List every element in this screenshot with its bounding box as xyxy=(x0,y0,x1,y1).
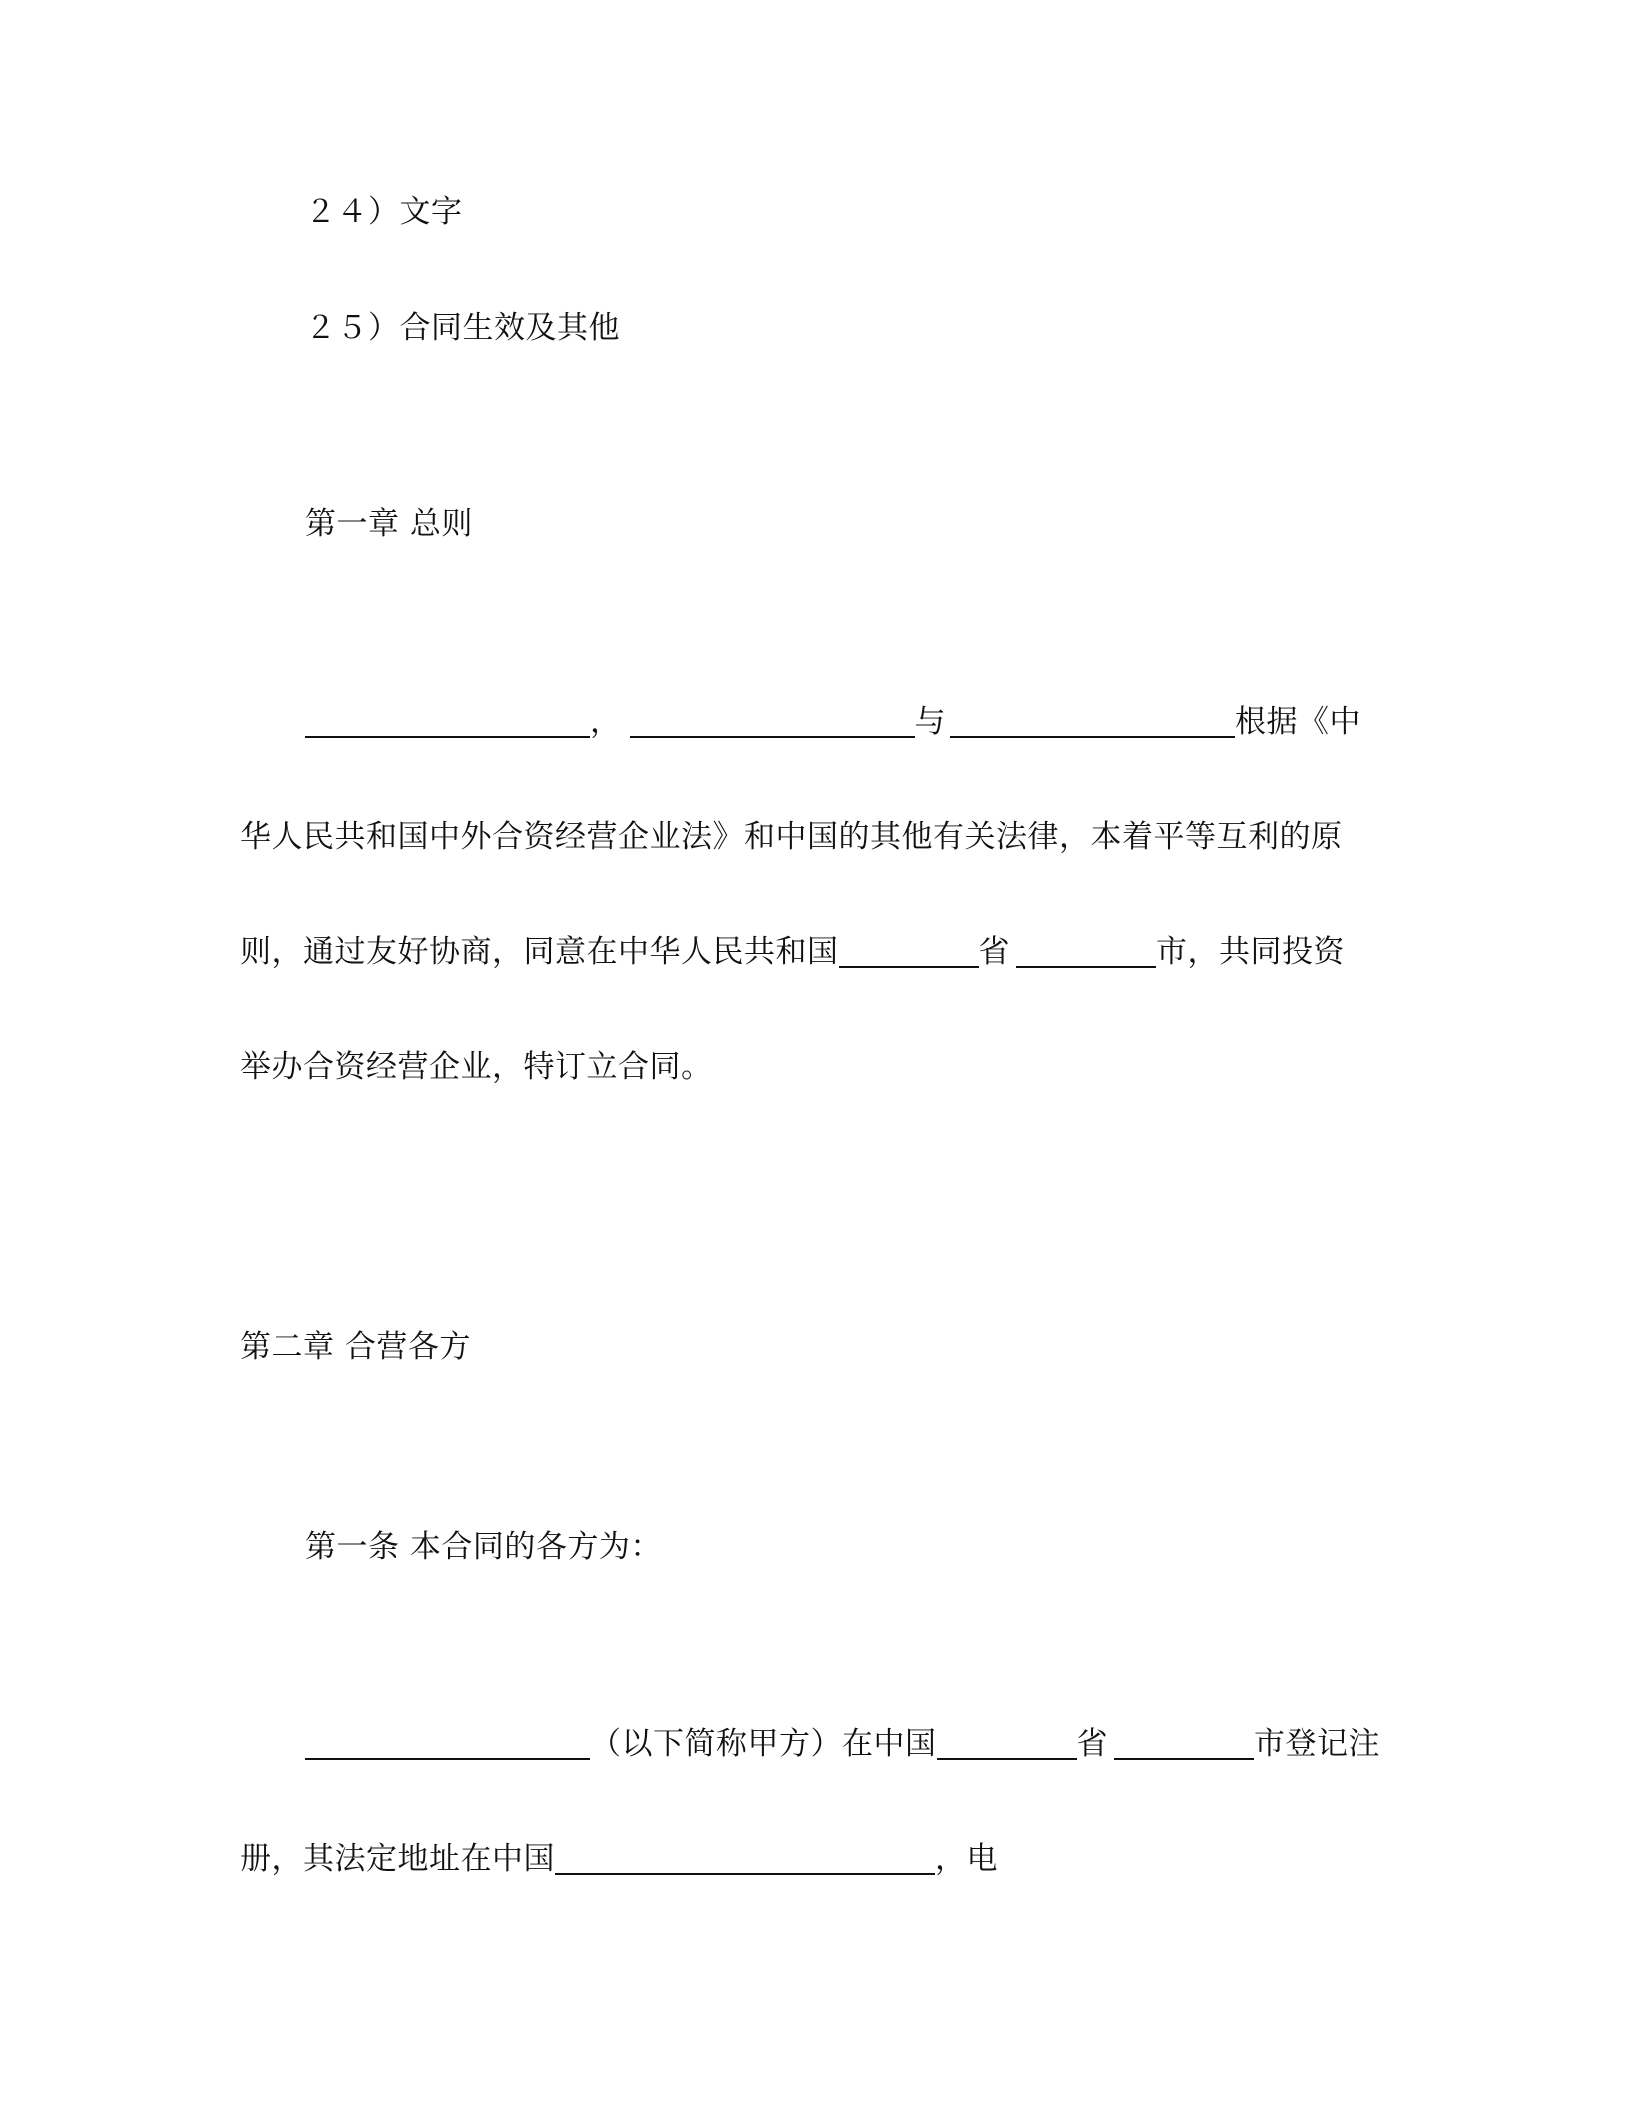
party-name-blank-2[interactable] xyxy=(630,704,915,738)
toc-item-24: ２４）文字 xyxy=(305,194,463,230)
chapter-1-para-line-1: ， 与 根据《中 xyxy=(305,700,1361,744)
party-a-address-blank[interactable] xyxy=(555,1841,935,1875)
article-1-heading: 第一条 本合同的各方为： xyxy=(305,1529,662,1565)
party-a-province-blank[interactable] xyxy=(937,1726,1077,1760)
city-blank[interactable] xyxy=(1016,934,1156,968)
toc-item-25: ２５）合同生效及其他 xyxy=(305,310,620,346)
chapter-2-heading: 第二章 合营各方 xyxy=(240,1329,471,1365)
chapter-1-para-line-4: 举办合资经营企业，特订立合同。 xyxy=(240,1049,713,1085)
province-blank[interactable] xyxy=(839,934,979,968)
chapter-1-para-line-3: 则，通过友好协商，同意在中华人民共和国 省 市，共同投资 xyxy=(240,934,1345,970)
party-a-name-blank[interactable] xyxy=(305,1726,590,1760)
chapter-1-heading: 第一章 总则 xyxy=(305,506,473,542)
party-name-blank-1[interactable] xyxy=(305,704,590,738)
party-a-line-2: 册，其法定地址在中国 ，电 xyxy=(240,1841,998,1877)
party-a-line-1: （以下简称甲方）在中国 省 市登记注 xyxy=(305,1722,1380,1766)
chapter-1-para-line-2: 华人民共和国中外合资经营企业法》和中国的其他有关法律，本着平等互利的原 xyxy=(240,819,1343,855)
party-a-city-blank[interactable] xyxy=(1114,1726,1254,1760)
party-name-blank-3[interactable] xyxy=(950,704,1235,738)
